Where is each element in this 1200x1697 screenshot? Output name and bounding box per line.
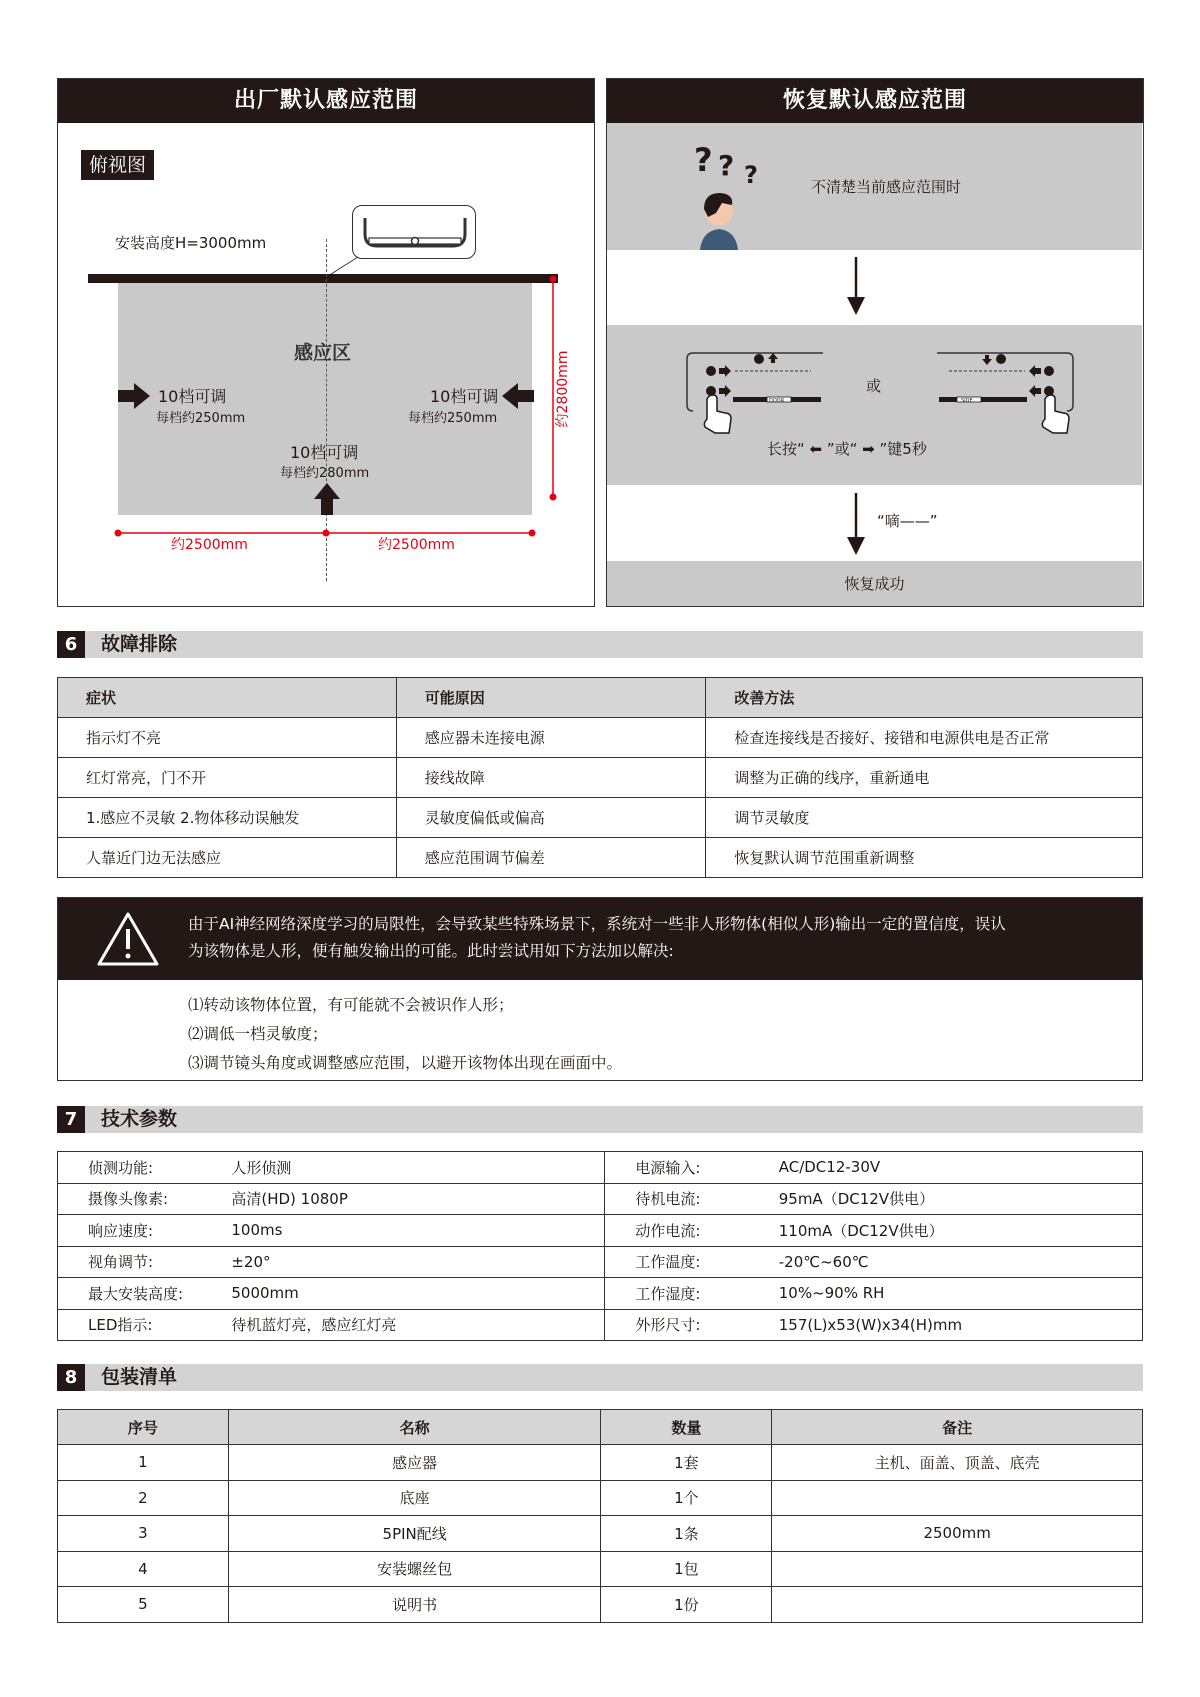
table-header-row — [58, 1410, 1143, 1445]
section-6-title: 故障排除 — [101, 633, 178, 655]
adjust-right-label: 10档可调 — [430, 387, 499, 406]
param-label: 最大安装高度: — [88, 1284, 184, 1303]
svg-text:?: ? — [744, 161, 758, 189]
side-button-panel-icon — [927, 349, 1077, 435]
remark-cell: 2500mm — [772, 1516, 1143, 1552]
factory-range-panel — [57, 78, 595, 607]
quantity-cell: 1条 — [601, 1516, 772, 1552]
name-cell: 安装螺丝包 — [228, 1551, 601, 1587]
name-cell: 感应器 — [228, 1445, 601, 1481]
solution-cell: 恢复默认调节范围重新调整 — [706, 838, 1143, 878]
sensor-device-icon — [353, 206, 477, 260]
param-label: 电源输入: — [635, 1158, 701, 1177]
remark-cell — [772, 1587, 1143, 1623]
table-row — [58, 1516, 1143, 1552]
success-label: 恢复成功 — [844, 575, 905, 593]
header-solution: 改善方法 — [706, 678, 1143, 718]
warning-line-2: 为该物体是人形，便有触发输出的可能。此时尝试用如下方法加以解决: — [188, 942, 674, 960]
width-left-dimension: 约2500mm — [171, 537, 248, 553]
param-value: 高清(HD) 1080P — [201, 1183, 605, 1215]
press-instruction: 长按“ ⬅ ”或“ ➡ ”键5秒 — [767, 440, 927, 458]
remark-cell — [772, 1551, 1143, 1587]
cause-cell: 接线故障 — [396, 758, 706, 798]
restore-range-panel — [606, 78, 1144, 607]
header-remark: 备注 — [772, 1410, 1143, 1445]
index-cell: 3 — [58, 1516, 229, 1552]
ai-warning-box — [57, 897, 1143, 1081]
table-row — [58, 1587, 1143, 1623]
section-8-header — [57, 1364, 1143, 1391]
solution-cell: 调节灵敏度 — [706, 798, 1143, 838]
remark-cell — [772, 1480, 1143, 1516]
door-label: DOOR — [769, 398, 785, 404]
factory-range-title: 出厂默认感应范围 — [58, 79, 594, 123]
name-cell: 底座 — [228, 1480, 601, 1516]
header-index: 序号 — [58, 1410, 229, 1445]
quantity-cell: 1个 — [601, 1480, 772, 1516]
adjust-bottom-label: 10档可调 — [290, 443, 359, 462]
param-label: 外形尺寸: — [635, 1316, 701, 1335]
index-cell: 5 — [58, 1587, 229, 1623]
sensor-callout — [352, 205, 476, 259]
top-view-label: 俯视图 — [81, 150, 154, 180]
adjust-left-step: 每档约250mm — [156, 411, 246, 426]
cause-cell: 感应器未连接电源 — [396, 718, 706, 758]
param-label: 视角调节: — [88, 1253, 154, 1272]
symptom-cell: 红灯常亮，门不开 — [58, 758, 397, 798]
solution-cell: 检查连接线是否接好、接错和电源供电是否正常 — [706, 718, 1143, 758]
table-row — [58, 1309, 1143, 1341]
section-7-number: 7 — [57, 1106, 85, 1133]
tech-params-table — [57, 1151, 1143, 1341]
index-cell: 2 — [58, 1480, 229, 1516]
param-label: 侦测功能: — [88, 1158, 154, 1177]
param-value: AC/DC12-30V — [778, 1158, 881, 1177]
index-cell: 4 — [58, 1551, 229, 1587]
param-value: 10%~90% RH — [778, 1284, 885, 1303]
table-row — [58, 1215, 1143, 1247]
beep-label: “嘀——” — [877, 512, 938, 530]
symptom-cell: 人靠近门边无法感应 — [58, 838, 397, 878]
zone-label: 感应区 — [294, 342, 352, 364]
table-row — [58, 1278, 1143, 1310]
header-symptom: 症状 — [58, 678, 397, 718]
section-6-number: 6 — [57, 631, 85, 658]
table-header-row — [58, 678, 1143, 718]
param-label: 工作湿度: — [635, 1284, 701, 1303]
index-cell: 1 — [58, 1445, 229, 1481]
adjust-right-step: 每档约250mm — [408, 411, 498, 426]
symptom-cell: 1.感应不灵敏 2.物体移动误触发 — [58, 798, 397, 838]
table-row — [58, 798, 1143, 838]
svg-text:?: ? — [718, 149, 735, 182]
param-label: 摄像头像素: — [88, 1190, 169, 1209]
table-row — [58, 1152, 1143, 1184]
svg-text:?: ? — [694, 141, 713, 179]
section-7-header — [57, 1106, 1143, 1133]
section-8-title: 包装清单 — [101, 1366, 178, 1388]
warning-item: ⑶调节镜头角度或调整感应范围，以避开该物体出现在画面中。 — [188, 1054, 623, 1072]
quantity-cell: 1份 — [601, 1587, 772, 1623]
table-row — [58, 1246, 1143, 1278]
param-value: 100ms — [201, 1215, 605, 1247]
name-cell: 5PIN配线 — [228, 1516, 601, 1552]
param-value: 110mA（DC12V供电） — [778, 1221, 944, 1240]
warning-icon — [96, 911, 160, 967]
cause-cell: 感应范围调节偏差 — [396, 838, 706, 878]
arrow-down-icon-2 — [844, 493, 868, 555]
install-height-label: 安装高度H=3000mm — [115, 234, 267, 252]
param-value: ±20° — [201, 1246, 605, 1278]
table-row — [58, 1551, 1143, 1587]
param-label: 工作温度: — [635, 1253, 701, 1272]
table-row — [58, 1183, 1143, 1215]
param-label: 待机电流: — [635, 1190, 701, 1209]
confused-text: 不清楚当前感应范围时 — [811, 178, 962, 196]
param-label: 动作电流: — [635, 1221, 701, 1240]
param-value: 待机蓝灯亮，感应红灯亮 — [201, 1309, 605, 1341]
warning-line-1: 由于AI神经网络深度学习的局限性，会导致某些特殊场景下，系统对一些非人形物体(相似人形)输出一定的置信度，误认 — [188, 915, 1006, 933]
warning-item: ⑵调低一档灵敏度； — [188, 1025, 328, 1043]
height-dimension: 约2800mm — [555, 350, 571, 428]
adjust-left-label: 10档可调 — [158, 387, 227, 406]
side-label: SIDE — [961, 398, 973, 404]
section-8-number: 8 — [57, 1364, 85, 1391]
symptom-cell: 指示灯不亮 — [58, 718, 397, 758]
arrow-down-icon — [844, 257, 868, 315]
dimension-lines — [58, 269, 596, 569]
package-list-table — [57, 1409, 1143, 1623]
cause-cell: 灵敏度偏低或偏高 — [396, 798, 706, 838]
warning-header — [58, 898, 1142, 980]
section-6-header — [57, 631, 1143, 658]
confused-person-icon — [692, 137, 782, 250]
quantity-cell: 1套 — [601, 1445, 772, 1481]
param-value: 95mA（DC12V供电） — [778, 1190, 935, 1209]
table-row — [58, 838, 1143, 878]
param-label: LED指示: — [88, 1316, 153, 1335]
header-cause: 可能原因 — [396, 678, 706, 718]
param-value: -20℃~60℃ — [778, 1252, 869, 1271]
remark-cell: 主机、面盖、顶盖、底壳 — [772, 1445, 1143, 1481]
solution-cell: 调整为正确的线序，重新通电 — [706, 758, 1143, 798]
or-label: 或 — [866, 377, 882, 395]
header-name: 名称 — [228, 1410, 601, 1445]
param-value: 人形侦测 — [201, 1152, 605, 1184]
troubleshooting-table — [57, 677, 1143, 878]
param-label: 响应速度: — [88, 1221, 154, 1240]
table-row — [58, 718, 1143, 758]
width-right-dimension: 约2500mm — [378, 537, 455, 553]
table-row — [58, 1480, 1143, 1516]
table-row — [58, 1445, 1143, 1481]
param-value: 157(L)x53(W)x34(H)mm — [778, 1315, 963, 1334]
section-7-title: 技术参数 — [101, 1108, 178, 1130]
quantity-cell: 1包 — [601, 1551, 772, 1587]
door-button-panel-icon — [683, 349, 833, 435]
adjust-bottom-step: 每档约280mm — [280, 466, 370, 481]
param-value: 5000mm — [201, 1278, 605, 1310]
header-quantity: 数量 — [601, 1410, 772, 1445]
warning-text — [188, 911, 1118, 965]
warning-item: ⑴转动该物体位置，有可能就不会被识作人形； — [188, 996, 514, 1014]
restore-range-title: 恢复默认感应范围 — [607, 79, 1143, 123]
table-row — [58, 758, 1143, 798]
name-cell: 说明书 — [228, 1587, 601, 1623]
